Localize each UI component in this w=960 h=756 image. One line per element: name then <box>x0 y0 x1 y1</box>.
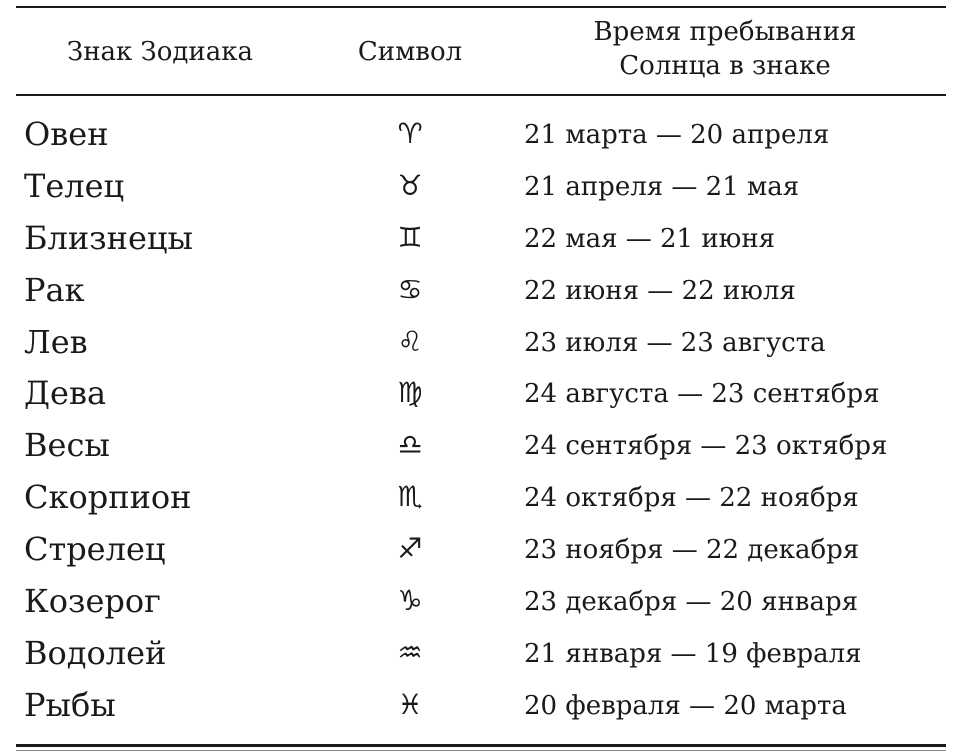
table-row <box>0 683 960 735</box>
sign-name: Близнецы <box>24 218 193 257</box>
taurus-icon: ♉︎ <box>397 168 423 202</box>
table-body <box>0 112 960 735</box>
leo-icon: ♌︎ <box>397 324 423 358</box>
sign-name: Овен <box>24 115 109 153</box>
sign-name: Стрелец <box>24 530 166 569</box>
libra-icon: ♎︎ <box>397 428 423 462</box>
sun-period: 23 июля — 23 августа <box>524 327 826 358</box>
table-row <box>0 423 960 475</box>
capricorn-icon: ♑︎ <box>397 584 423 618</box>
table-row <box>0 320 960 372</box>
sun-period: 24 августа — 23 сентября <box>524 379 880 410</box>
sign-name: Скорпион <box>24 478 192 517</box>
aquarius-icon: ♒︎ <box>397 635 423 669</box>
pisces-icon: ♓︎ <box>397 687 423 721</box>
column-header-time <box>545 15 905 83</box>
sun-period: 22 июня — 22 июля <box>524 275 796 306</box>
table-row <box>0 527 960 579</box>
header-rule <box>16 94 946 96</box>
table-row <box>0 371 960 423</box>
sun-period: 21 марта — 20 апреля <box>524 120 830 150</box>
cancer-icon: ♋︎ <box>397 272 423 306</box>
sign-name: Водолей <box>24 633 167 672</box>
table-row <box>0 268 960 320</box>
gemini-icon: ♊︎ <box>397 220 423 254</box>
sign-name: Дева <box>24 374 107 413</box>
table-row <box>0 475 960 527</box>
sun-period: 22 мая — 21 июня <box>524 223 776 254</box>
sign-name: Телец <box>24 166 125 205</box>
column-header-time-line1: Время пребывания <box>593 17 857 47</box>
virgo-icon: ♍︎ <box>397 376 423 410</box>
sign-name: Рак <box>24 270 85 309</box>
sagittarius-icon: ♐︎ <box>397 532 423 566</box>
table-row <box>0 216 960 268</box>
column-header-sign: Знак Зодиака <box>67 37 253 67</box>
column-header-symbol: Символ <box>357 37 463 67</box>
sun-period: 24 октября — 22 ноября <box>524 483 859 514</box>
sun-period: 24 сентября — 23 октября <box>524 431 888 462</box>
scorpio-icon: ♏︎ <box>397 480 423 514</box>
sun-period: 20 февраля — 20 марта <box>524 690 847 721</box>
table-bottom-rule-thin <box>16 750 946 751</box>
table-row <box>0 112 960 164</box>
aries-icon: ♈︎ <box>397 117 423 150</box>
sun-period: 23 декабря — 20 января <box>524 587 858 618</box>
sun-period: 23 ноября — 22 декабря <box>524 535 860 566</box>
table-row <box>0 631 960 683</box>
sign-name: Козерог <box>24 582 161 621</box>
sun-period: 21 января — 19 февраля <box>524 638 862 669</box>
sign-name: Лев <box>24 322 88 361</box>
column-header-time-line2: Солнца в знаке <box>619 51 831 81</box>
sun-period: 21 апреля — 21 мая <box>524 171 800 202</box>
sign-name: Весы <box>24 426 110 465</box>
table-row <box>0 579 960 631</box>
table-row <box>0 164 960 216</box>
table-bottom-rule <box>16 744 946 747</box>
sign-name: Рыбы <box>24 685 116 724</box>
table-top-rule <box>16 6 946 8</box>
